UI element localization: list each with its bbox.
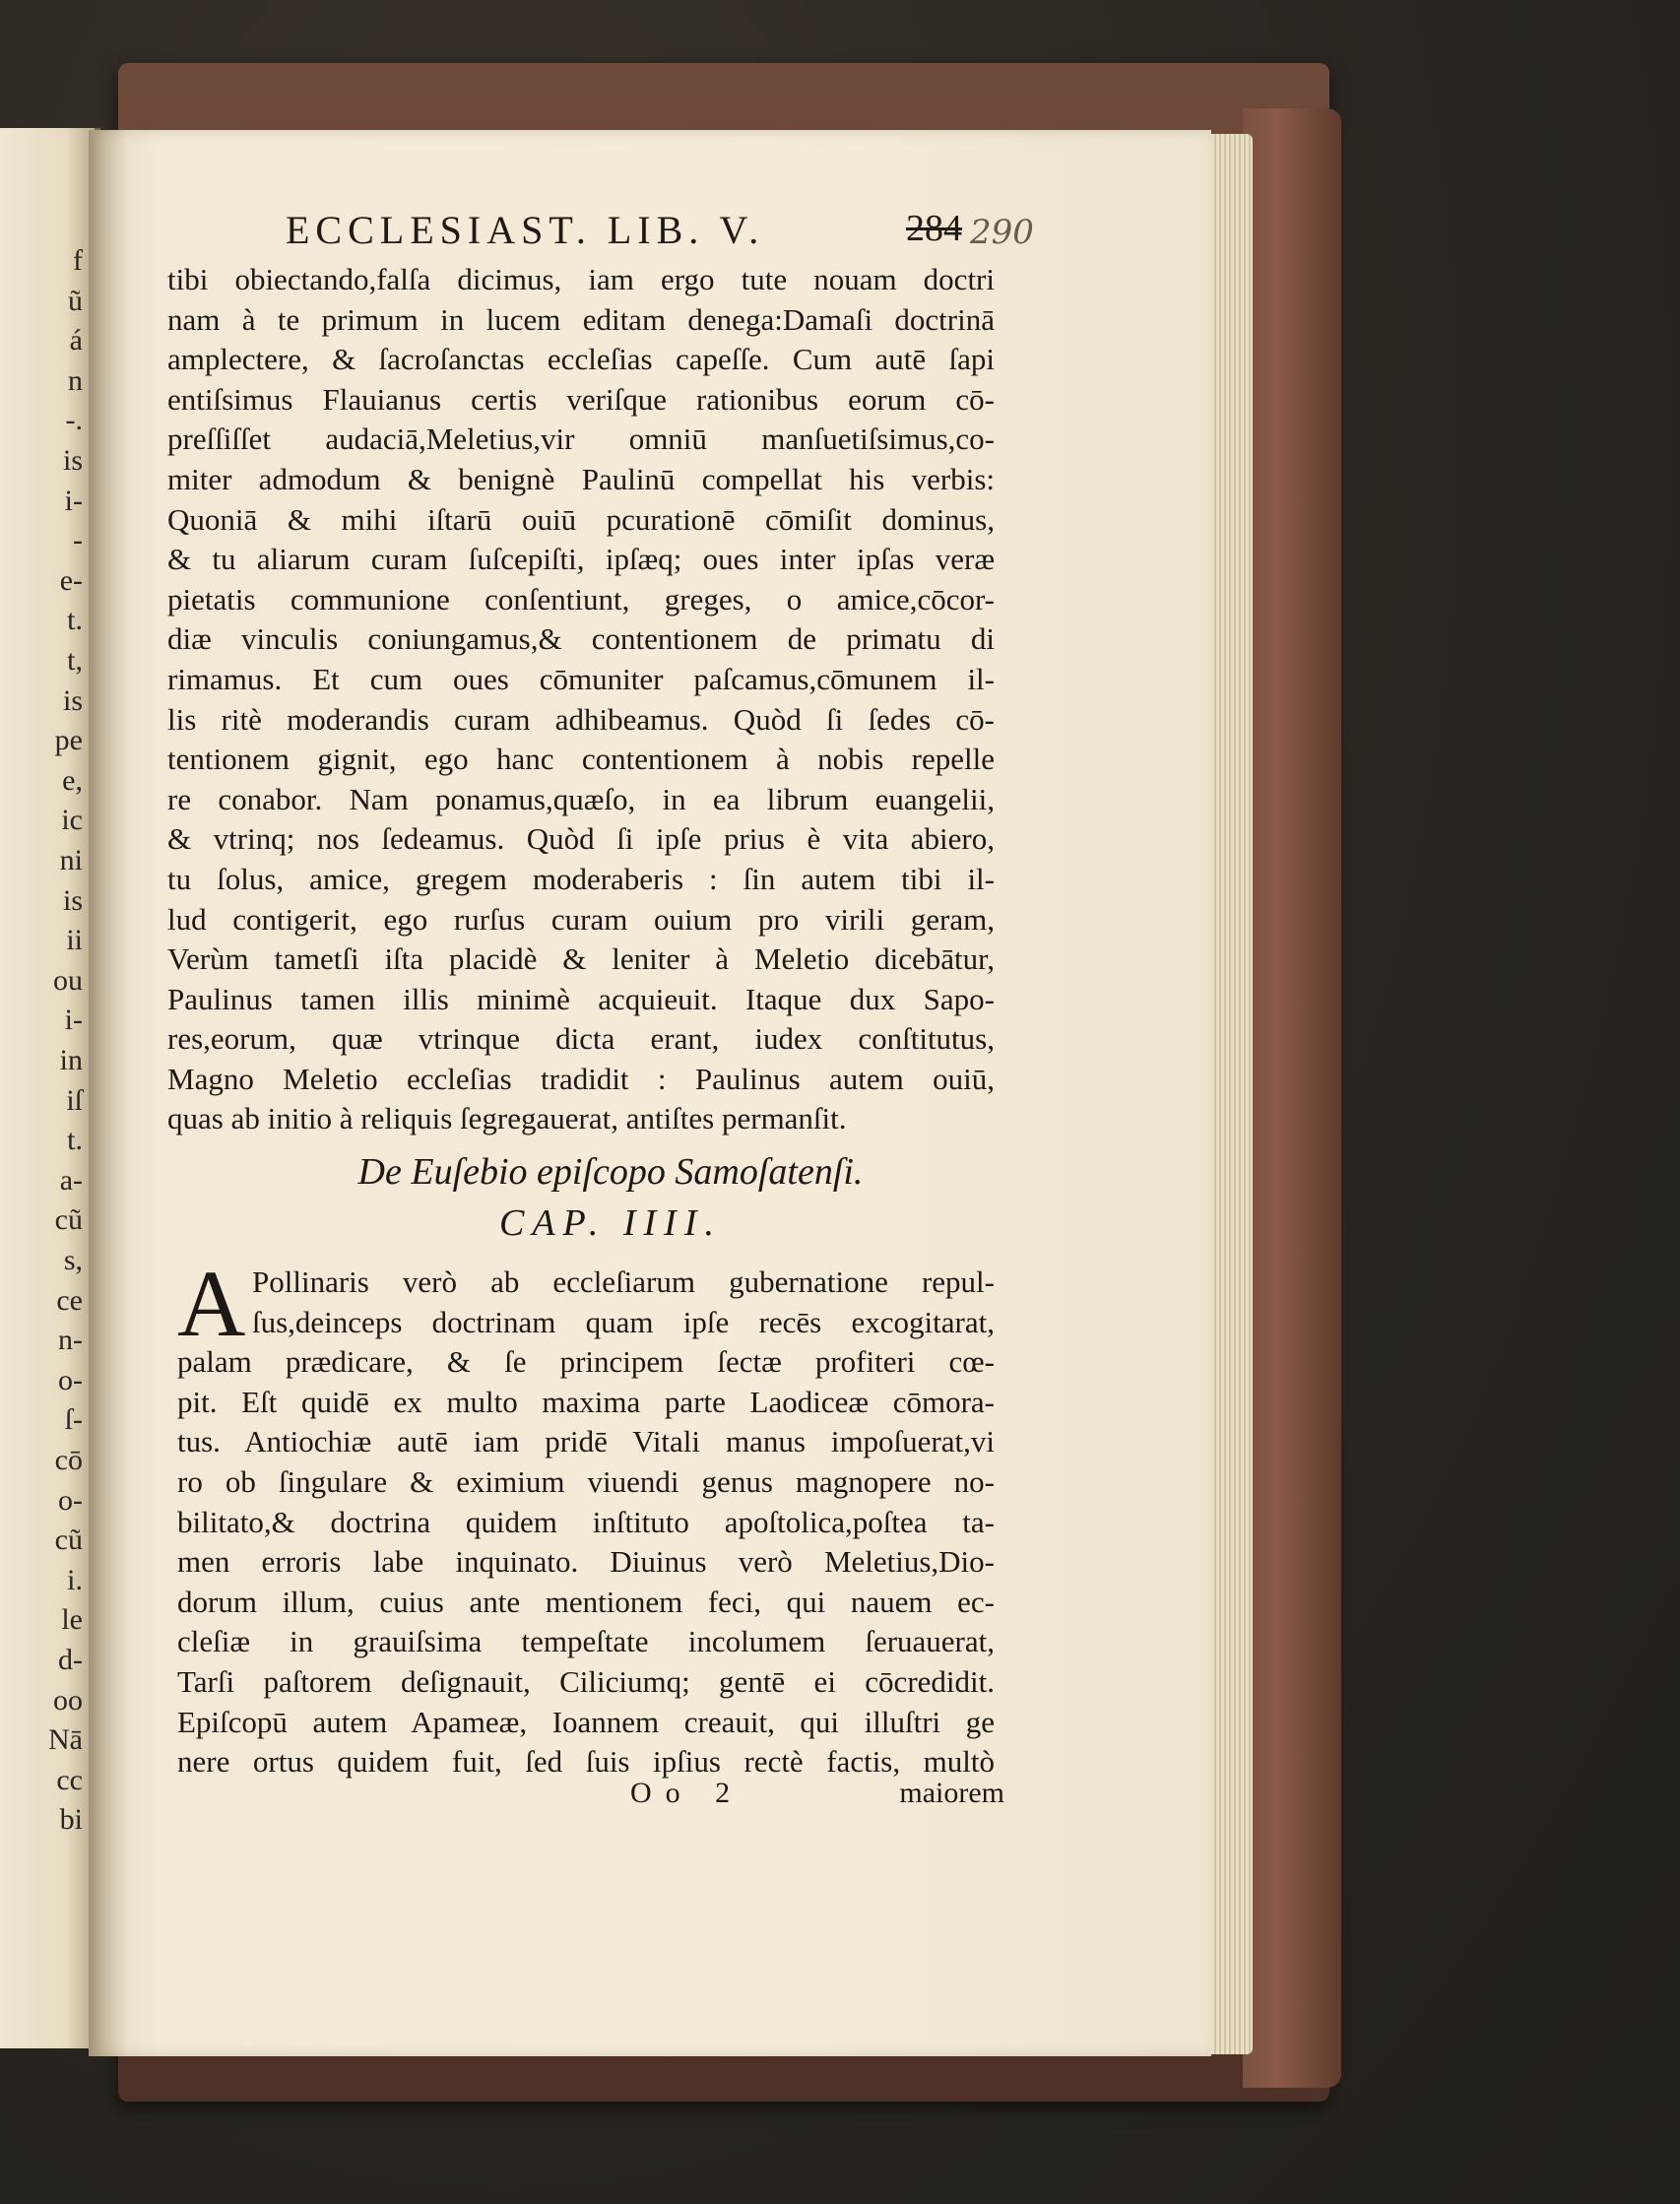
text-line: Verùm tametſi iſta placidè & leniter à Meletio dicebātur, <box>167 941 995 977</box>
text-line: ro ob ſingulare & eximium viuendi genus magnopere no- <box>177 1463 995 1499</box>
left-page-fragment: - <box>73 524 83 557</box>
text-line: cleſiæ in grauiſsima tempeſtate incolumem ſeruauerat, <box>177 1624 995 1659</box>
left-page-fragment: t. <box>67 604 83 637</box>
left-page-fragment: ii <box>66 924 83 957</box>
left-page-fragment: ũ <box>68 284 83 317</box>
left-page-fragment: t, <box>67 644 83 677</box>
text-line: lis ritè moderandis curam adhibeamus. Quòd ſi ſedes cō- <box>167 701 995 737</box>
text-line: preſſiſſet audaciā,Meletius,vir omniū manſuetiſsimus,co- <box>167 421 995 457</box>
left-page-fragment: iſ <box>66 1083 83 1117</box>
text-line: ſus,deinceps doctrinam quam ipſe recēs excogitarat, <box>252 1304 995 1339</box>
text-line: res,eorum, quæ vtrinque dicta erant, iudex conſtitutus, <box>167 1021 995 1057</box>
left-page-fragment: cũ <box>54 1203 83 1237</box>
text-line: pit. Eſt quidē ex multo maxima parte Laodiceæ cōmora- <box>177 1384 995 1419</box>
text-line: entiſsimus Flauianus certis veriſque rationibus eorum cō- <box>167 381 995 417</box>
text-line: rimamus. Et cum oues cōmuniter paſcamus,cōmunem il- <box>167 661 995 696</box>
left-page-fragment: s, <box>63 1244 83 1276</box>
left-page-fragment: t. <box>67 1124 83 1157</box>
left-page-fragment: e, <box>62 763 83 797</box>
text-line: pietatis communione conſentiunt, greges, o amice,cōcor- <box>167 581 995 616</box>
text-line: Epiſcopū autem Apameæ, Ioannem creauit, qui illuſtri ge <box>177 1704 995 1739</box>
left-page-fragment: cũ <box>54 1523 83 1557</box>
left-page-fragment: cō <box>54 1444 83 1476</box>
drop-cap-initial: A <box>177 1251 246 1356</box>
text-line: miter admodum & benignè Paulinū compellat his verbis: <box>167 461 995 496</box>
left-page-fragment: is <box>62 883 83 917</box>
left-page-fragment: i. <box>67 1563 83 1596</box>
left-page-fragment: cc <box>56 1763 83 1796</box>
text-line: Tarſi paſtorem deſignauit, Ciliciumq; gentē ei cōcredidit. <box>177 1663 995 1699</box>
text-line: men erroris labe inquinato. Diuinus verò Meletius,Dio- <box>177 1544 995 1580</box>
text-line: dorum illum, cuius ante mentionem feci, qui nauem ec- <box>177 1584 995 1619</box>
left-page-fragment: n <box>68 363 83 397</box>
text-line: amplectere, & ſacroſanctas eccleſias capeſſe. Cum autē ſapi <box>167 342 995 377</box>
text-line: quas ab initio à reliquis ſegregauerat, antiſtes permanſit. <box>167 1101 847 1136</box>
running-head: ECCLESIAST. LIB. V. <box>286 208 765 252</box>
catchword: maiorem <box>899 1777 1004 1809</box>
left-page-fragment: d- <box>58 1644 83 1676</box>
chapter-number: CAP. IIII. <box>499 1202 722 1244</box>
text-line: bilitato,& doctrina quidem inſtituto apoſtolica,poſtea ta- <box>177 1504 995 1539</box>
left-page-fragment: a- <box>59 1163 83 1197</box>
left-page-fragment: f <box>73 244 83 277</box>
left-page-edge <box>0 128 100 2048</box>
gutter-shadow <box>89 130 128 2056</box>
left-page-fragment: Nā <box>48 1723 83 1757</box>
text-line: & tu aliarum curam ſuſcepiſti, ipſæq; oues inter ipſas veræ <box>167 542 995 577</box>
text-line: lud contigerit, ego rurſus curam ouium pro virili geram, <box>167 901 995 937</box>
text-line: nam à te primum in lucem editam denega:Damaſi doctrinā <box>167 301 995 337</box>
book-cover-fore-edge <box>1243 108 1341 2088</box>
text-line: tentionem gignit, ego hanc contentionem à nobis repelle <box>167 742 995 777</box>
text-line: tibi obiectando,falſa dicimus, iam ergo tute nouam doctri <box>167 262 995 296</box>
left-page-fragment: ce <box>56 1283 83 1317</box>
left-page-fragment: i- <box>64 1004 83 1037</box>
chapter-heading <box>335 1146 886 1249</box>
text-line: Magno Meletio eccleſias tradidit : Paulinus autem ouiū, <box>167 1061 995 1096</box>
text-line: palam prædicare, & ſe principem ſectæ profiteri cœ- <box>177 1344 995 1380</box>
left-page-fragment: -. <box>65 404 83 437</box>
left-page-fragment: o- <box>58 1363 83 1396</box>
text-line: re conabor. Nam ponamus,quæſo, in ea librum euangelii, <box>167 781 995 816</box>
left-page-fragment: in <box>59 1044 83 1076</box>
left-page-fragment: i- <box>64 484 83 517</box>
chapter-title: De Euſebio epiſcopo Samoſatenſi. <box>357 1151 864 1193</box>
left-page-fragment: n- <box>58 1324 83 1357</box>
text-line: Quoniā & mihi iſtarū ouiū pcurationē cōmiſit dominus, <box>167 501 995 537</box>
left-page-fragment: ic <box>61 804 83 837</box>
left-page-fragment: e- <box>59 563 83 597</box>
left-page-fragment: o- <box>58 1483 83 1517</box>
left-page-fragment: le <box>61 1603 83 1637</box>
signature-mark: Oo 2 <box>630 1777 744 1809</box>
text-line: & vtrinq; nos ſedeamus. Quòd ſi ipſe prius è vita abiero, <box>167 821 995 857</box>
text-line: tu ſolus, amice, gregem moderaberis : ſin autem tibi il- <box>167 861 995 896</box>
text-line: Pollinaris verò ab eccleſiarum gubernatione repul- <box>252 1264 995 1299</box>
left-page-fragment: ſ- <box>64 1403 83 1437</box>
left-page-fragment: pe <box>54 724 83 757</box>
left-page-fragment: á <box>69 324 83 357</box>
left-page-fragment: is <box>62 444 83 477</box>
text-line: Paulinus tamen illis minimè acquieuit. Itaque dux Sapo- <box>167 981 995 1016</box>
left-page-fragment: bi <box>59 1803 83 1837</box>
text-line: diæ vinculis coniungamus,& contentionem de primatu di <box>167 621 995 657</box>
left-page-fragment: ni <box>59 844 83 876</box>
left-page-fragment: oo <box>53 1683 83 1717</box>
text-line: tus. Antiochiæ autē iam pridē Vitali manus impoſuerat,vi <box>177 1424 995 1459</box>
text-line: nere ortus quidem fuit, ſed ſuis ipſius rectè factis, multò <box>177 1744 995 1780</box>
body-text-block <box>167 260 995 1139</box>
left-page-fragment: ou <box>53 963 83 997</box>
left-page-fragment: is <box>62 683 83 717</box>
handwritten-page-number: 290 <box>970 213 1034 252</box>
printed-page-number: 284 <box>906 208 962 249</box>
chapter-text-block <box>177 1263 995 1783</box>
